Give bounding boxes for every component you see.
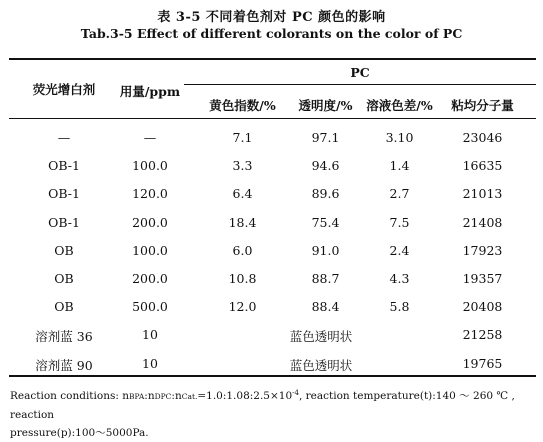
- cell-trans: 97.1: [311, 130, 340, 145]
- cell-mw: 21013: [462, 186, 503, 201]
- cell-dosage: 100.0: [132, 158, 168, 173]
- cell-mw: 19765: [462, 356, 503, 371]
- header-solution-color-diff: 溶液色差/%: [366, 98, 433, 113]
- cell-dosage: —: [143, 130, 157, 145]
- cell-trans: 88.4: [311, 299, 340, 314]
- cell-agent: —: [57, 130, 71, 145]
- footnote-temperature: , reaction temperature(t):140 ～ 260 ℃ , reaction: [10, 390, 515, 421]
- cell-dosage: 10: [142, 327, 158, 342]
- cell-mw: 23046: [462, 130, 503, 145]
- cell-yellow: 6.4: [232, 186, 253, 201]
- footnote-sub-dpc: DPC: [154, 392, 172, 401]
- footnote-sub-bpa: BPA: [129, 392, 145, 401]
- cell-agent: OB-1: [48, 215, 80, 230]
- cell-trans: 88.7: [311, 271, 340, 286]
- cell-agent: OB: [54, 243, 74, 258]
- cell-trans: 94.6: [311, 158, 340, 173]
- cell-agent: 溶剂蓝 36: [35, 329, 93, 344]
- cell-dosage: 120.0: [132, 186, 168, 201]
- cell-mw: 20408: [462, 299, 503, 314]
- header-agent: 荧光增白剂: [32, 82, 96, 97]
- header-pc-group: PC: [350, 65, 370, 80]
- cell-dosage: 500.0: [132, 299, 168, 314]
- cell-yellow: 10.8: [228, 271, 257, 286]
- cell-diff: 2.4: [389, 243, 410, 258]
- cell-trans: 75.4: [311, 215, 340, 230]
- cell-trans: 91.0: [311, 243, 340, 258]
- table-title-cn: 表 3-5 不同着色剂对 PC 颜色的影响: [157, 10, 386, 25]
- cell-mw: 21258: [462, 327, 503, 342]
- cell-dosage: 10: [142, 356, 158, 371]
- cell-yellow: 3.3: [232, 158, 253, 173]
- cell-mw: 17923: [462, 243, 503, 258]
- group-rule: [184, 84, 536, 85]
- cell-yellow: 12.0: [228, 299, 257, 314]
- header-transmittance: 透明度/%: [298, 98, 353, 113]
- cell-agent: 溶剂蓝 90: [35, 358, 93, 373]
- cell-dosage: 200.0: [132, 215, 168, 230]
- cell-yellow: 7.1: [232, 130, 253, 145]
- top-rule: [9, 58, 536, 60]
- cell-diff: 7.5: [389, 215, 410, 230]
- footnote-ratio-vals: =1.0:1.08:2.5×10: [197, 390, 293, 402]
- footnote-ratio-var: n: [122, 390, 129, 402]
- footnote-colon1: :n: [144, 390, 155, 402]
- header-dosage: 用量/ppm: [119, 84, 181, 99]
- footnote-line2: pressure(p):100～5000Pa.: [10, 427, 149, 439]
- cell-mw: 16635: [462, 158, 503, 173]
- cell-agent: OB-1: [48, 158, 80, 173]
- cell-diff: 1.4: [389, 158, 410, 173]
- footnote-lead: Reaction conditions:: [10, 390, 123, 402]
- cell-trans: 89.6: [311, 186, 340, 201]
- cell-diff: 4.3: [389, 271, 410, 286]
- header-rule: [9, 118, 536, 119]
- cell-agent: OB: [54, 271, 74, 286]
- bottom-rule: [9, 375, 536, 377]
- header-viscosity-mw: 粘均分子量: [451, 98, 514, 113]
- footnote-exponent: -4: [292, 389, 299, 397]
- cell-yellow: 6.0: [232, 243, 253, 258]
- cell-diff: 5.8: [389, 299, 410, 314]
- cell-merged: 蓝色透明状: [289, 329, 353, 344]
- footnote-sub-cat: Cat.: [181, 392, 198, 401]
- cell-dosage: 100.0: [132, 243, 168, 258]
- cell-diff: 2.7: [389, 186, 410, 201]
- cell-mw: 21408: [462, 215, 503, 230]
- cell-yellow: 18.4: [228, 215, 257, 230]
- footnote-colon2: :n: [171, 390, 182, 402]
- table-title-en: Tab.3-5 Effect of different colorants on the color of PC: [80, 26, 463, 41]
- cell-dosage: 200.0: [132, 271, 168, 286]
- cell-merged: 蓝色透明状: [289, 358, 353, 373]
- cell-agent: OB: [54, 299, 74, 314]
- cell-mw: 19357: [462, 271, 503, 286]
- cell-diff: 3.10: [385, 130, 414, 145]
- cell-agent: OB-1: [48, 186, 80, 201]
- header-yellow-index: 黄色指数/%: [209, 98, 276, 113]
- footnote: [10, 384, 536, 442]
